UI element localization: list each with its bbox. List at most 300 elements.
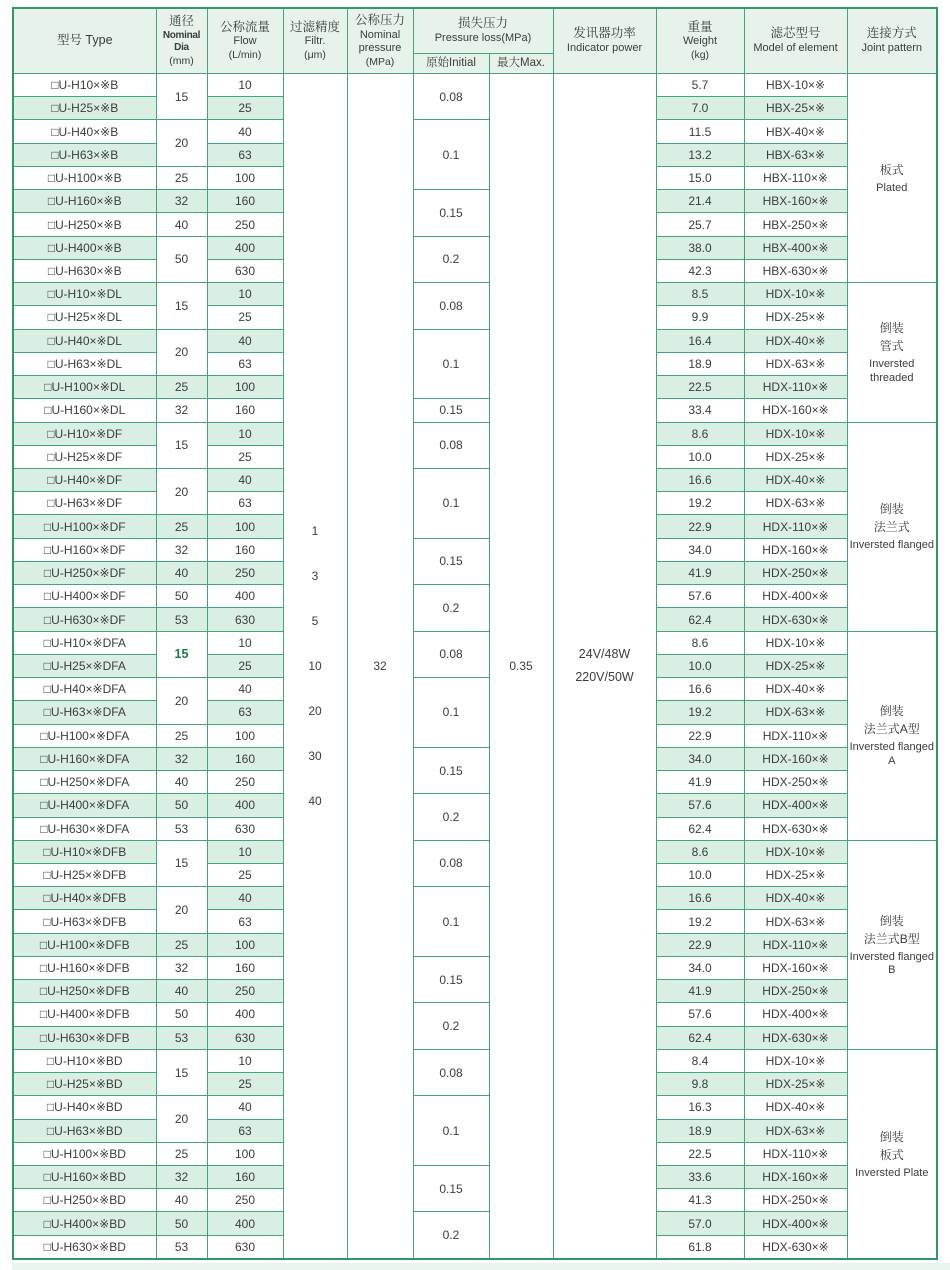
flow-cell: 25: [207, 1073, 283, 1096]
weight-cell: 9.9: [656, 306, 744, 329]
table-row: [13, 631, 937, 654]
initial-loss-cell: 0.08: [413, 631, 489, 677]
element-cell: HDX-250×※: [744, 771, 847, 794]
type-cell: □U-H250×※B: [13, 213, 156, 236]
flow-cell: 160: [207, 1166, 283, 1189]
flow-cell: 40: [207, 329, 283, 352]
element-cell: HDX-400×※: [744, 794, 847, 817]
filtration-value: 20: [308, 703, 322, 718]
element-cell: HDX-160×※: [744, 1166, 847, 1189]
joint-label-en: Inversted flanged B: [849, 950, 934, 977]
element-cell: HBX-250×※: [744, 213, 847, 236]
type-cell: □U-H160×※DL: [13, 399, 156, 422]
flow-cell: 63: [207, 143, 283, 166]
flow-cell: 40: [207, 678, 283, 701]
flow-cell: 10: [207, 283, 283, 306]
initial-loss-cell: 0.1: [413, 678, 489, 748]
element-cell: HDX-250×※: [744, 980, 847, 1003]
filtration-value: 30: [308, 748, 322, 763]
table-row: [13, 1003, 937, 1026]
initial-loss-cell: 0.1: [413, 1096, 489, 1166]
element-cell: HDX-63×※: [744, 352, 847, 375]
weight-cell: 16.6: [656, 468, 744, 491]
dia-cell: 15: [156, 74, 207, 120]
table-row: [13, 283, 937, 306]
flow-cell: 400: [207, 236, 283, 259]
weight-cell: 57.6: [656, 1003, 744, 1026]
flow-cell: 250: [207, 561, 283, 584]
max-loss-cell: 0.35: [489, 74, 553, 1259]
indicator-power-value: 220V/50W: [575, 669, 634, 684]
type-cell: □U-H63×※BD: [13, 1119, 156, 1142]
col-header-loss-initial: 原始Initial: [413, 54, 489, 74]
dia-cell: 32: [156, 399, 207, 422]
element-cell: HDX-25×※: [744, 445, 847, 468]
flow-cell: 400: [207, 794, 283, 817]
weight-cell: 22.5: [656, 1142, 744, 1165]
weight-cell: 41.9: [656, 980, 744, 1003]
flow-cell: 100: [207, 515, 283, 538]
dia-cell: 53: [156, 1026, 207, 1049]
dia-cell: 53: [156, 608, 207, 631]
dia-cell: 32: [156, 1166, 207, 1189]
element-cell: HDX-63×※: [744, 492, 847, 515]
type-cell: □U-H630×※DFA: [13, 817, 156, 840]
indicator-power-value: 24V/48W: [578, 647, 631, 662]
initial-loss-cell: 0.15: [413, 747, 489, 793]
type-cell: □U-H400×※B: [13, 236, 156, 259]
dia-cell: 25: [156, 1142, 207, 1165]
dia-cell: 50: [156, 1003, 207, 1026]
initial-loss-cell: 0.2: [413, 794, 489, 840]
type-cell: □U-H100×※DF: [13, 515, 156, 538]
type-cell: □U-H400×※BD: [13, 1212, 156, 1235]
element-cell: HDX-63×※: [744, 701, 847, 724]
type-cell: □U-H10×※DFA: [13, 631, 156, 654]
weight-cell: 33.4: [656, 399, 744, 422]
type-cell: □U-H160×※DF: [13, 538, 156, 561]
table-row: [13, 74, 937, 97]
col-header-type: 型号 Type: [13, 8, 156, 74]
type-cell: □U-H250×※DF: [13, 561, 156, 584]
joint-label-zh: 板式: [879, 1147, 904, 1162]
flow-cell: 250: [207, 980, 283, 1003]
dia-cell: 25: [156, 166, 207, 189]
dia-cell: 15: [156, 1049, 207, 1095]
initial-loss-cell: 0.2: [413, 585, 489, 631]
joint-cell: [847, 840, 937, 1049]
weight-cell: 19.2: [656, 701, 744, 724]
element-cell: HDX-10×※: [744, 283, 847, 306]
flow-cell: 10: [207, 422, 283, 445]
type-cell: □U-H100×※DFB: [13, 933, 156, 956]
flow-cell: 250: [207, 1189, 283, 1212]
joint-label-en: Inversted flanged: [849, 539, 934, 552]
flow-cell: 100: [207, 1142, 283, 1165]
flow-cell: 40: [207, 120, 283, 143]
weight-cell: 13.2: [656, 143, 744, 166]
element-cell: HDX-110×※: [744, 1142, 847, 1165]
table-row: [13, 1212, 937, 1235]
type-cell: □U-H25×※BD: [13, 1073, 156, 1096]
filtration-value: 3: [311, 568, 319, 583]
element-cell: HDX-160×※: [744, 747, 847, 770]
flow-cell: 630: [207, 1026, 283, 1049]
type-cell: □U-H400×※DFB: [13, 1003, 156, 1026]
type-cell: □U-H25×※DL: [13, 306, 156, 329]
type-cell: □U-H40×※DF: [13, 468, 156, 491]
type-cell: □U-H400×※DF: [13, 585, 156, 608]
dia-cell: 20: [156, 329, 207, 375]
element-cell: HDX-400×※: [744, 585, 847, 608]
table-row: [13, 329, 937, 352]
initial-loss-cell: 0.1: [413, 468, 489, 538]
initial-loss-cell: 0.08: [413, 840, 489, 886]
flow-cell: 63: [207, 701, 283, 724]
element-cell: HDX-63×※: [744, 1119, 847, 1142]
dia-cell: 15: [156, 422, 207, 468]
weight-cell: 41.3: [656, 1189, 744, 1212]
table-row: [13, 747, 937, 770]
type-cell: □U-H400×※DFA: [13, 794, 156, 817]
element-cell: HDX-630×※: [744, 817, 847, 840]
weight-cell: 19.2: [656, 910, 744, 933]
flow-cell: 40: [207, 468, 283, 491]
initial-loss-cell: 0.08: [413, 1049, 489, 1095]
type-cell: □U-H160×※B: [13, 190, 156, 213]
flow-cell: 63: [207, 1119, 283, 1142]
table-row: [13, 956, 937, 979]
table-row: [13, 538, 937, 561]
type-cell: □U-H10×※DF: [13, 422, 156, 445]
table-row: [13, 468, 937, 491]
page-bottom-strip: [12, 1263, 950, 1270]
initial-loss-cell: 0.2: [413, 1003, 489, 1049]
joint-cell: [847, 283, 937, 422]
type-cell: □U-H25×※DF: [13, 445, 156, 468]
flow-cell: 25: [207, 654, 283, 677]
type-cell: □U-H40×※DL: [13, 329, 156, 352]
flow-cell: 25: [207, 97, 283, 120]
flow-cell: 630: [207, 817, 283, 840]
initial-loss-cell: 0.1: [413, 329, 489, 399]
flow-cell: 630: [207, 259, 283, 282]
table-header: [13, 8, 937, 74]
weight-cell: 22.9: [656, 515, 744, 538]
flow-cell: 25: [207, 306, 283, 329]
element-cell: HBX-10×※: [744, 74, 847, 97]
table-row: [13, 399, 937, 422]
joint-label-zh: 倒装: [879, 913, 904, 928]
element-cell: HBX-630×※: [744, 259, 847, 282]
element-cell: HBX-40×※: [744, 120, 847, 143]
element-cell: HDX-110×※: [744, 933, 847, 956]
col-header-loss-max: 最大Max.: [489, 54, 553, 74]
type-cell: □U-H100×※BD: [13, 1142, 156, 1165]
joint-cell: [847, 631, 937, 840]
weight-cell: 8.6: [656, 840, 744, 863]
flow-cell: 630: [207, 608, 283, 631]
element-cell: HDX-10×※: [744, 840, 847, 863]
element-cell: HDX-25×※: [744, 654, 847, 677]
element-cell: HDX-40×※: [744, 468, 847, 491]
weight-cell: 57.0: [656, 1212, 744, 1235]
element-cell: HDX-40×※: [744, 678, 847, 701]
initial-loss-cell: 0.2: [413, 1212, 489, 1259]
type-cell: □U-H630×※B: [13, 259, 156, 282]
filtration-value: 5: [311, 613, 319, 628]
dia-cell: 40: [156, 771, 207, 794]
type-cell: □U-H63×※DF: [13, 492, 156, 515]
weight-cell: 15.0: [656, 166, 744, 189]
flow-cell: 160: [207, 190, 283, 213]
type-cell: □U-H63×※DFA: [13, 701, 156, 724]
flow-cell: 10: [207, 631, 283, 654]
type-cell: □U-H250×※BD: [13, 1189, 156, 1212]
initial-loss-cell: 0.08: [413, 422, 489, 468]
dia-cell: 53: [156, 817, 207, 840]
weight-cell: 34.0: [656, 538, 744, 561]
element-cell: HDX-40×※: [744, 329, 847, 352]
type-cell: □U-H100×※B: [13, 166, 156, 189]
col-header-weight: 重量 Weight (kg): [656, 8, 744, 74]
dia-cell: 50: [156, 585, 207, 608]
filtration-value: 10: [308, 658, 322, 673]
table-row: [13, 840, 937, 863]
joint-label-zh: 倒装: [879, 704, 904, 719]
flow-cell: 40: [207, 887, 283, 910]
flow-cell: 63: [207, 910, 283, 933]
type-cell: □U-H25×※DFB: [13, 863, 156, 886]
joint-cell: [847, 422, 937, 631]
weight-cell: 38.0: [656, 236, 744, 259]
element-cell: HDX-630×※: [744, 1026, 847, 1049]
joint-label-zh: 管式: [879, 339, 904, 354]
weight-cell: 21.4: [656, 190, 744, 213]
type-cell: □U-H100×※DFA: [13, 724, 156, 747]
flow-cell: 10: [207, 74, 283, 97]
initial-loss-cell: 0.15: [413, 399, 489, 422]
joint-label-en: Plated: [876, 181, 908, 194]
element-cell: HDX-25×※: [744, 863, 847, 886]
element-cell: HDX-10×※: [744, 631, 847, 654]
flow-cell: 40: [207, 1096, 283, 1119]
weight-cell: 16.3: [656, 1096, 744, 1119]
type-cell: □U-H40×※DFA: [13, 678, 156, 701]
joint-label-en: Inversted flanged A: [849, 741, 934, 768]
dia-cell: 32: [156, 956, 207, 979]
joint-label-zh: 倒装: [879, 1129, 904, 1144]
joint-label-zh: 法兰式B型: [863, 931, 920, 946]
weight-cell: 8.6: [656, 631, 744, 654]
initial-loss-cell: 0.08: [413, 283, 489, 329]
flow-cell: 25: [207, 445, 283, 468]
joint-label-zh: 板式: [879, 162, 904, 177]
col-header-filtration: 过滤精度 Filtr. (μm): [283, 8, 347, 74]
joint-label-en: Inversted threaded: [869, 358, 915, 384]
weight-cell: 22.9: [656, 933, 744, 956]
weight-cell: 62.4: [656, 1026, 744, 1049]
weight-cell: 22.9: [656, 724, 744, 747]
initial-loss-cell: 0.15: [413, 956, 489, 1002]
type-cell: □U-H63×※DL: [13, 352, 156, 375]
element-cell: HDX-25×※: [744, 306, 847, 329]
element-cell: HBX-63×※: [744, 143, 847, 166]
dia-cell: 25: [156, 515, 207, 538]
weight-cell: 9.8: [656, 1073, 744, 1096]
flow-cell: 400: [207, 1003, 283, 1026]
weight-cell: 8.5: [656, 283, 744, 306]
dia-cell: 25: [156, 724, 207, 747]
dia-cell: 15: [156, 840, 207, 886]
table-row: [13, 422, 937, 445]
dia-cell: 20: [156, 120, 207, 166]
element-cell: HBX-160×※: [744, 190, 847, 213]
filtration-cell: [283, 74, 347, 1259]
table-body: [13, 74, 937, 1259]
weight-cell: 19.2: [656, 492, 744, 515]
flow-cell: 160: [207, 956, 283, 979]
initial-loss-cell: 0.15: [413, 1166, 489, 1212]
type-cell: □U-H630×※DF: [13, 608, 156, 631]
element-cell: HDX-110×※: [744, 515, 847, 538]
col-header-joint-pattern: 连接方式 Joint pattern: [847, 8, 937, 74]
flow-cell: 100: [207, 933, 283, 956]
table-row: [13, 678, 937, 701]
flow-cell: 160: [207, 399, 283, 422]
weight-cell: 16.6: [656, 678, 744, 701]
type-cell: □U-H40×※B: [13, 120, 156, 143]
element-cell: HDX-630×※: [744, 608, 847, 631]
col-header-indicator-power: 发讯器功率 Indicator power: [553, 8, 656, 74]
element-cell: HDX-110×※: [744, 376, 847, 399]
weight-cell: 42.3: [656, 259, 744, 282]
weight-cell: 11.5: [656, 120, 744, 143]
element-cell: HDX-25×※: [744, 1073, 847, 1096]
type-cell: □U-H630×※DFB: [13, 1026, 156, 1049]
type-cell: □U-H10×※DL: [13, 283, 156, 306]
flow-cell: 100: [207, 166, 283, 189]
type-cell: □U-H160×※BD: [13, 1166, 156, 1189]
table-row: [13, 887, 937, 910]
flow-cell: 630: [207, 1235, 283, 1259]
weight-cell: 33.6: [656, 1166, 744, 1189]
dia-cell: 15: [156, 283, 207, 329]
type-cell: □U-H40×※BD: [13, 1096, 156, 1119]
col-header-element-model: 滤芯型号 Model of element: [744, 8, 847, 74]
initial-loss-cell: 0.2: [413, 236, 489, 282]
element-cell: HDX-400×※: [744, 1212, 847, 1235]
joint-label-zh: 法兰式A型: [863, 722, 920, 737]
element-cell: HDX-400×※: [744, 1003, 847, 1026]
weight-cell: 41.9: [656, 771, 744, 794]
dia-cell: 50: [156, 236, 207, 282]
element-cell: HDX-160×※: [744, 956, 847, 979]
weight-cell: 25.7: [656, 213, 744, 236]
dia-cell: 20: [156, 887, 207, 933]
weight-cell: 57.6: [656, 585, 744, 608]
weight-cell: 8.4: [656, 1049, 744, 1072]
element-cell: HDX-40×※: [744, 887, 847, 910]
flow-cell: 250: [207, 771, 283, 794]
table-row: [13, 236, 937, 259]
weight-cell: 34.0: [656, 747, 744, 770]
dia-cell: 20: [156, 1096, 207, 1142]
weight-cell: 62.4: [656, 608, 744, 631]
flow-cell: 400: [207, 1212, 283, 1235]
col-header-pressure-loss: 损失压力 Pressure loss(MPa): [413, 8, 553, 54]
flow-cell: 100: [207, 376, 283, 399]
dia-cell: 25: [156, 933, 207, 956]
table-row: [13, 794, 937, 817]
initial-loss-cell: 0.1: [413, 887, 489, 957]
weight-cell: 34.0: [656, 956, 744, 979]
weight-cell: 57.6: [656, 794, 744, 817]
weight-cell: 10.0: [656, 445, 744, 468]
element-cell: HDX-110×※: [744, 724, 847, 747]
weight-cell: 62.4: [656, 817, 744, 840]
table-row: [13, 1049, 937, 1072]
initial-loss-cell: 0.08: [413, 74, 489, 120]
flow-cell: 10: [207, 1049, 283, 1072]
type-cell: □U-H63×※DFB: [13, 910, 156, 933]
weight-cell: 16.4: [656, 329, 744, 352]
element-cell: HDX-160×※: [744, 399, 847, 422]
type-cell: □U-H40×※DFB: [13, 887, 156, 910]
type-cell: □U-H10×※DFB: [13, 840, 156, 863]
weight-cell: 22.5: [656, 376, 744, 399]
type-cell: □U-H10×※B: [13, 74, 156, 97]
flow-cell: 160: [207, 538, 283, 561]
joint-cell: [847, 1049, 937, 1259]
dia-cell: 32: [156, 190, 207, 213]
type-cell: □U-H160×※DFB: [13, 956, 156, 979]
dia-cell: 15: [156, 631, 207, 677]
type-cell: □U-H63×※B: [13, 143, 156, 166]
joint-label-zh: 倒装: [879, 502, 904, 517]
element-cell: HBX-25×※: [744, 97, 847, 120]
table-row: [13, 1096, 937, 1119]
flow-cell: 25: [207, 863, 283, 886]
table-row: [13, 190, 937, 213]
dia-cell: 20: [156, 468, 207, 514]
element-cell: HDX-630×※: [744, 1235, 847, 1259]
joint-label-zh: 法兰式: [873, 520, 910, 535]
flow-cell: 63: [207, 492, 283, 515]
dia-cell: 32: [156, 538, 207, 561]
element-cell: HBX-400×※: [744, 236, 847, 259]
flow-cell: 250: [207, 213, 283, 236]
table-row: [13, 1166, 937, 1189]
element-cell: HDX-250×※: [744, 561, 847, 584]
weight-cell: 5.7: [656, 74, 744, 97]
weight-cell: 18.9: [656, 352, 744, 375]
col-header-dia: 通径 Nominal Dia (mm): [156, 8, 207, 74]
dia-cell: 40: [156, 1189, 207, 1212]
element-cell: HDX-10×※: [744, 422, 847, 445]
weight-cell: 8.6: [656, 422, 744, 445]
weight-cell: 10.0: [656, 654, 744, 677]
dia-cell: 53: [156, 1235, 207, 1259]
weight-cell: 41.9: [656, 561, 744, 584]
weight-cell: 10.0: [656, 863, 744, 886]
type-cell: □U-H160×※DFA: [13, 747, 156, 770]
dia-cell: 20: [156, 678, 207, 724]
type-cell: □U-H10×※BD: [13, 1049, 156, 1072]
indicator-power-cell: [553, 74, 656, 1259]
type-cell: □U-H630×※BD: [13, 1235, 156, 1259]
element-cell: HDX-63×※: [744, 910, 847, 933]
